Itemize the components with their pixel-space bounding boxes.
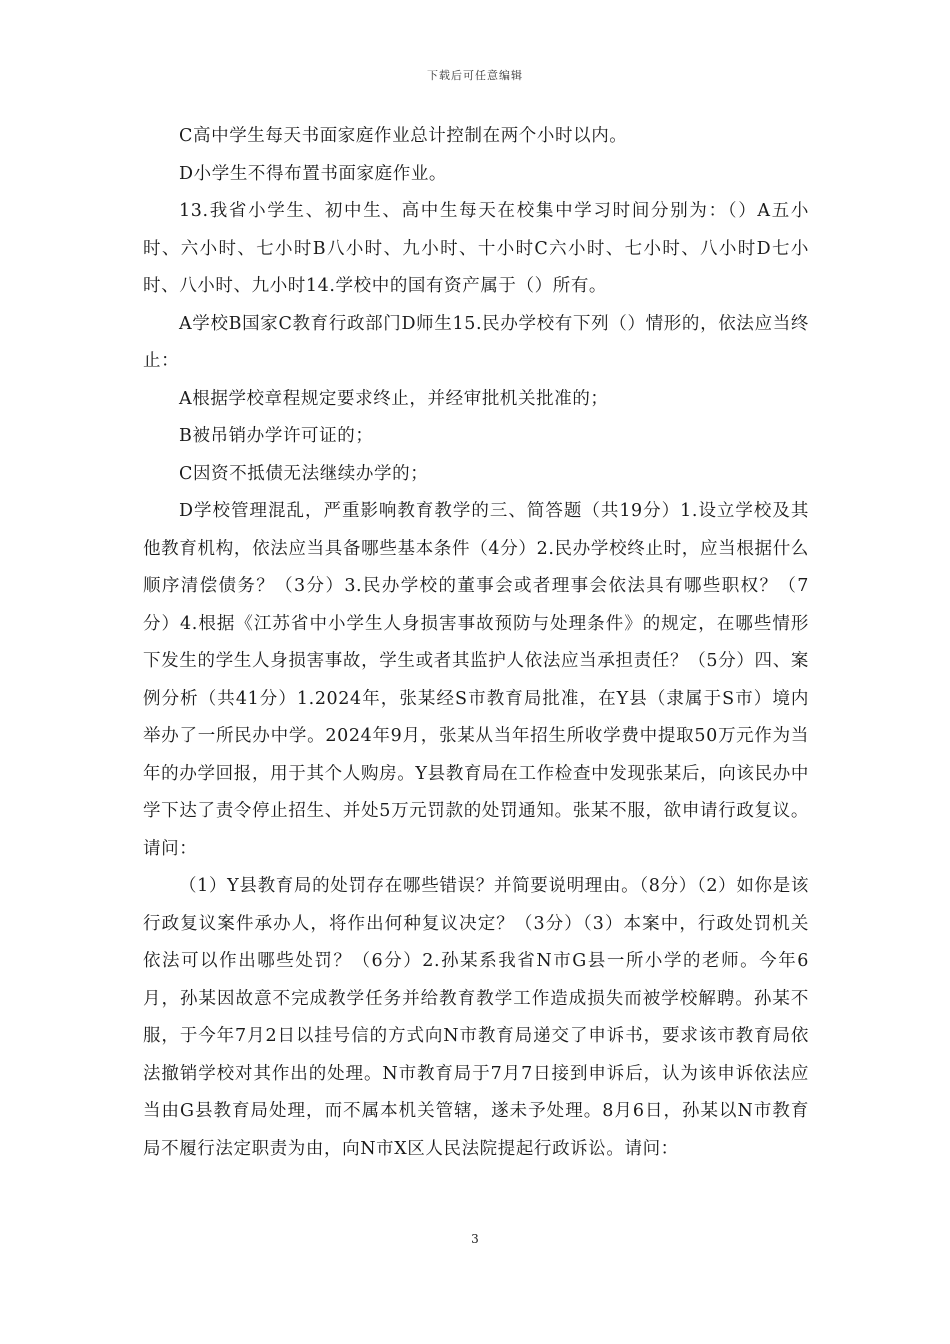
paragraph-question-13-14: 13.我省小学生、初中生、高中生每天在校集中学习时间分别为：（）A五小时、六小时、七小时B八小时、九小时、十小时C六小时、七小时、八小时D七小时、八小时、九小时14.学校中的国有资产属于（）所有。 [143,201,809,296]
paragraph-option-d-homework: D小学生不得布置书面家庭作业。 [179,163,448,184]
page-header: 下载后可任意编辑 [427,69,523,82]
paragraph-option-a-termination: A根据学校章程规定要求终止，并经审批机关批准的； [179,388,609,409]
paragraph-question-15: A学校B国家C教育行政部门D师生15.民办学校有下列（）情形的，依法应当终止： [143,313,809,371]
paragraph-option-b-termination: B被吊销办学许可证的； [179,426,374,446]
document-body [143,118,809,1168]
paragraph-option-c-termination: C因资不抵债无法继续办学的； [179,463,429,484]
paragraph-case-questions-and-case-2: （1）Y县教育局的处罚存在哪些错误？并简要说明理由。（8分）（2）如你是该行政复议案件承办人，将作出何种复议决定？（3分）（3）本案中，行政处罚机关依法可以作出哪些处罚？（6分）2.孙某系我省N市G县一所小学的老师。今年6月，孙某因故意不完成教学任务并给教育教学工作造成损失而被学校解聘。孙某不服，于今年7月2日以挂号信的方式向N市教育局递交了申诉书，要求该市教育局依法撤销学校对其作出的处理。N市教育局于7月7日接到申诉后，认为该申诉依法应当由G县教育局处理，而不属本机关管辖，遂未予处理。8月6日，孙某以N市教育局不履行法定职责为由，向N市X区人民法院提起行政诉讼。请问： [143,876,809,1159]
paragraph-short-answer-and-case-1: D学校管理混乱，严重影响教育教学的三、简答题（共19分）1.设立学校及其他教育机构，依法应当具备哪些基本条件（4分）2.民办学校终止时，应当根据什么顺序清偿债务？（3分）3.民办学校的董事会或者理事会依法具有哪些职权？（7分）4.根据《江苏省中小学生人身损害事故预防与处理条件》的规定，在哪些情形下发生的学生人身损害事故，学生或者其监护人依法应当承担责任？（5分）四、案例分析（共41分）1.2024年，张某经S市教育局批准，在Y县（隶属于S市）境内举办了一所民办中学。2024年9月，张某从当年招生所收学费中提取50万元作为当年的办学回报，用于其个人购房。Y县教育局在工作检查中发现张某后，向该民办中学下达了责令停止招生、并处5万元罚款的处罚通知。张某不服，欲申请行政复议。请问： [143,501,809,859]
page-number: 3 [471,1232,479,1246]
paragraph-option-c-homework: C高中学生每天书面家庭作业总计控制在两个小时以内。 [179,126,628,146]
